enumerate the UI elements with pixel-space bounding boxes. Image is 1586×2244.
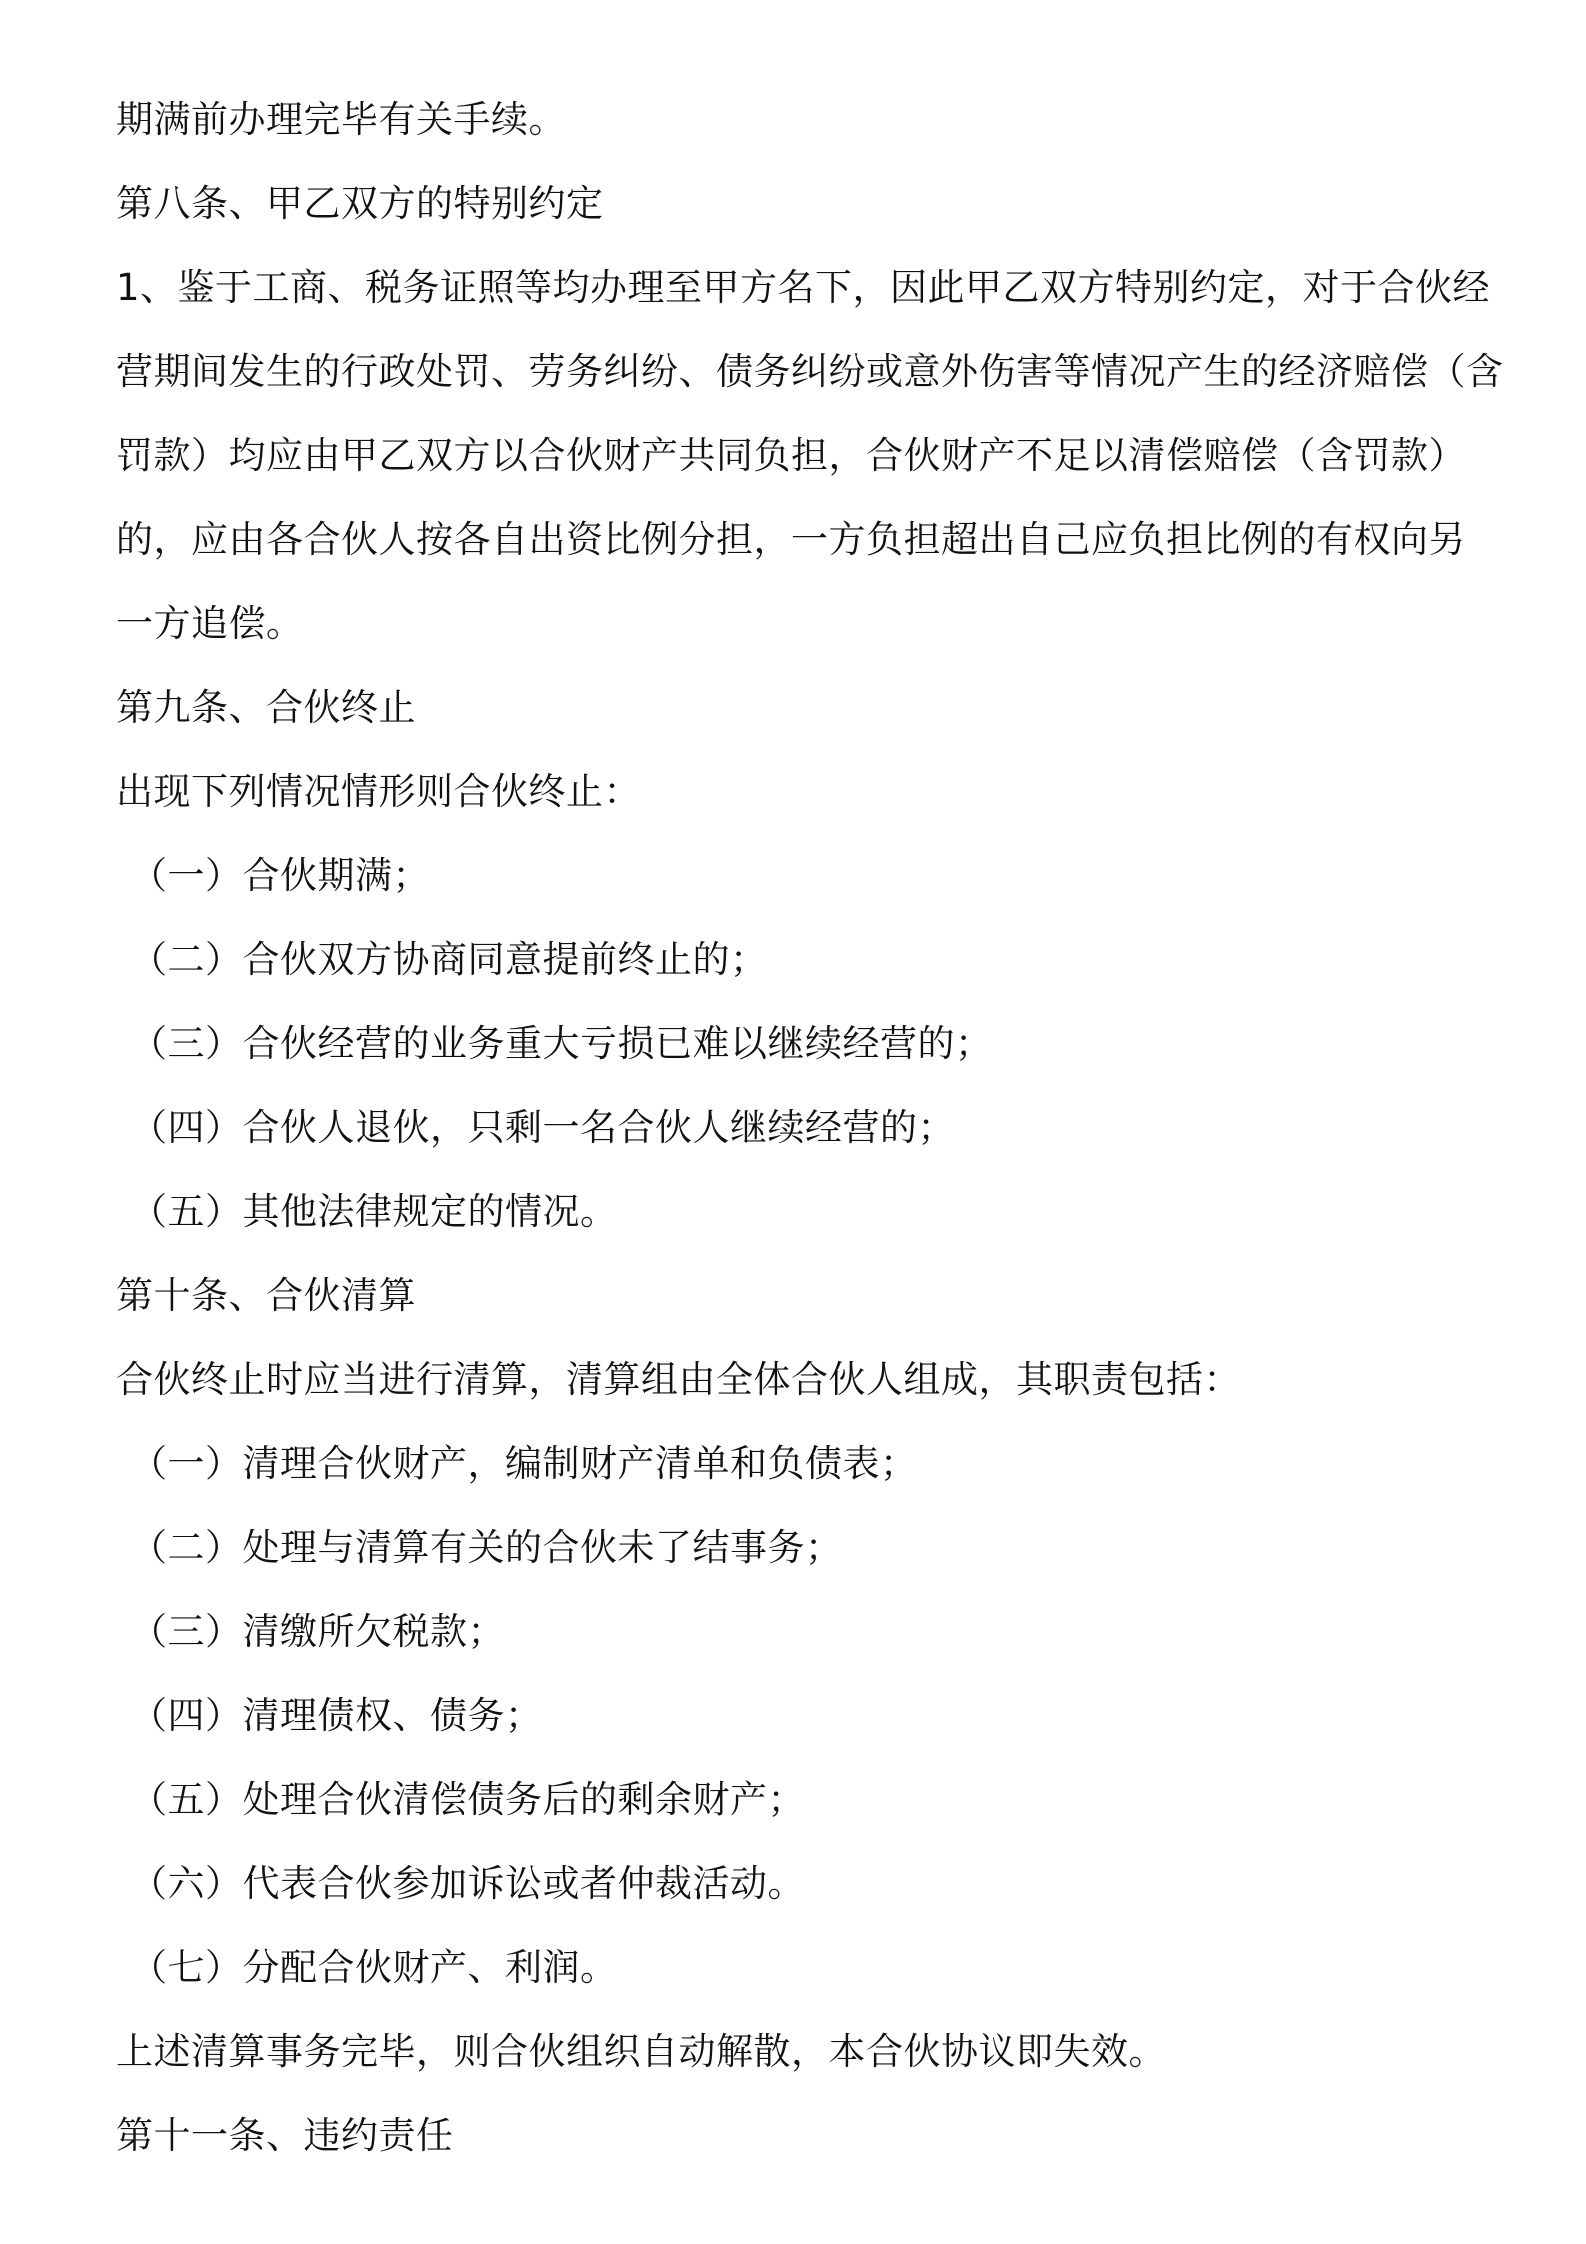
paragraph-line: 的，应由各合伙人按各自出资比例分担，一方负担超出自己应负担比例的有权向另 <box>116 518 1466 561</box>
list-item: （五）其他法律规定的情况。 <box>130 1190 618 1233</box>
list-item: （三）清缴所欠税款； <box>130 1610 505 1653</box>
article-8-heading: 第八条、甲乙双方的特别约定 <box>116 182 604 225</box>
paragraph-line: 营期间发生的行政处罚、劳务纠纷、债务纠纷或意外伤害等情况产生的经济赔偿（含 <box>116 350 1504 393</box>
list-item: （七）分配合伙财产、利润。 <box>130 1946 618 1989</box>
list-item: （三）合伙经营的业务重大亏损已难以继续经营的； <box>130 1022 993 1065</box>
list-item: （五）处理合伙清偿债务后的剩余财产； <box>130 1778 805 1821</box>
article-10-heading: 第十条、合伙清算 <box>116 1274 416 1317</box>
paragraph-line: 罚款）均应由甲乙双方以合伙财产共同负担，合伙财产不足以清偿赔偿（含罚款） <box>116 434 1466 477</box>
paragraph-line: 1、鉴于工商、税务证照等均办理至甲方名下，因此甲乙双方特别约定，对于合伙经 <box>116 266 1491 309</box>
list-item: （二）处理与清算有关的合伙未了结事务； <box>130 1526 843 1569</box>
paragraph-line: 期满前办理完毕有关手续。 <box>116 98 566 141</box>
list-item: （四）清理债权、债务； <box>130 1694 543 1737</box>
article-11-heading: 第十一条、违约责任 <box>116 2114 454 2157</box>
paragraph-line: 上述清算事务完毕，则合伙组织自动解散，本合伙协议即失效。 <box>116 2030 1166 2073</box>
list-item: （一）清理合伙财产，编制财产清单和负债表； <box>130 1442 918 1485</box>
list-item: （一）合伙期满； <box>130 854 430 897</box>
paragraph-line: 出现下列情况情形则合伙终止： <box>116 770 641 813</box>
list-item: （四）合伙人退伙，只剩一名合伙人继续经营的； <box>130 1106 955 1149</box>
paragraph-line: 合伙终止时应当进行清算，清算组由全体合伙人组成，其职责包括： <box>116 1358 1241 1401</box>
document-page <box>116 78 1504 2178</box>
list-item: （六）代表合伙参加诉讼或者仲裁活动。 <box>130 1862 805 1905</box>
list-item: （二）合伙双方协商同意提前终止的； <box>130 938 768 981</box>
paragraph-line: 一方追偿。 <box>116 602 304 645</box>
article-9-heading: 第九条、合伙终止 <box>116 686 416 729</box>
